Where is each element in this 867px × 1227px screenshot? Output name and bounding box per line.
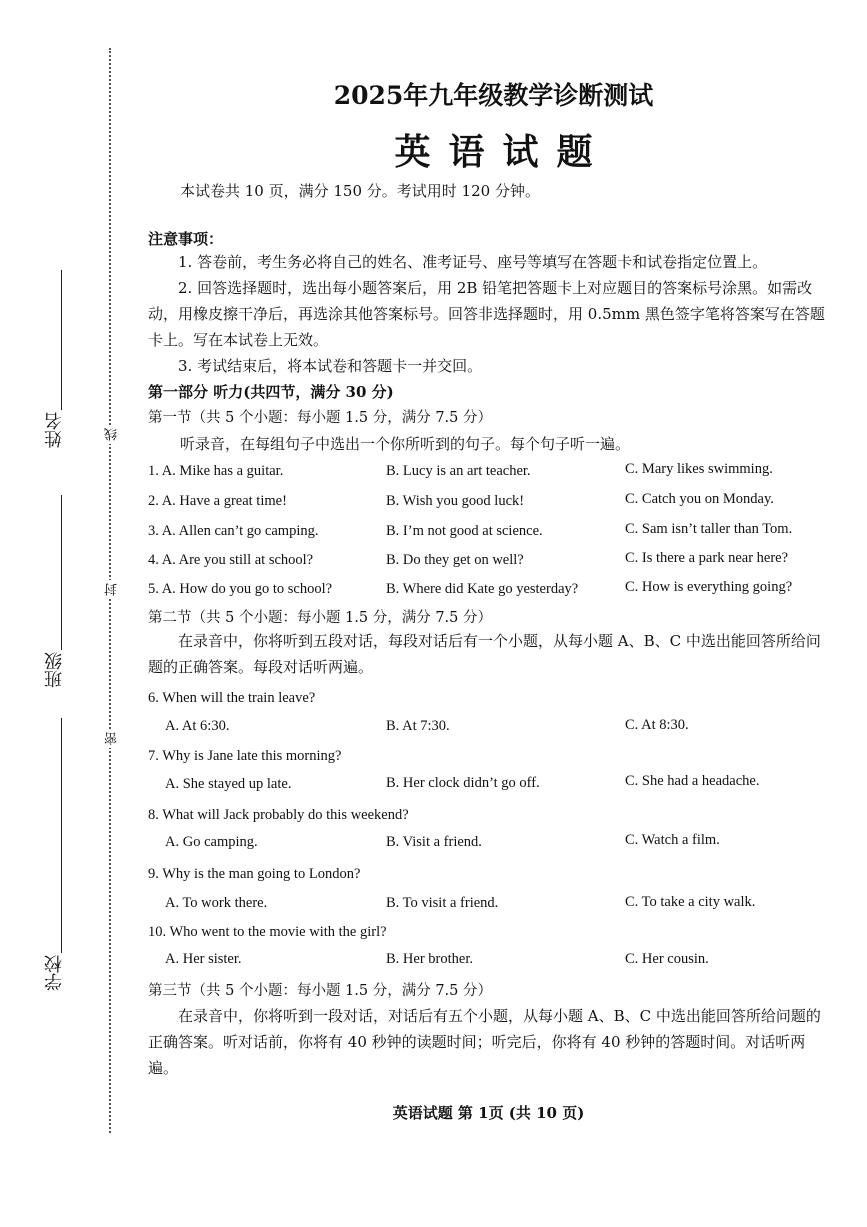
seal-char-feng: 封 (103, 580, 122, 599)
q7-stem: 7. Why is Jane late this morning? (148, 748, 342, 764)
q10-option-a: A. Her sister. (165, 951, 242, 967)
q3-option-a: 3. A. Allen can’t go camping. (148, 523, 319, 539)
section3-instruction: 在录音中，你将听到一段对话，对话后有五个小题，从每小题 A、B、C 中选出能回答所给问题的正确答案。听对话前，你将有 40 秒钟的读题时间；听完后，你将有 40 秒钟的答题时间。对话听两遍。 (148, 1007, 821, 1077)
q9-option-a: A. To work there. (165, 895, 268, 911)
q7-option-a: A. She stayed up late. (165, 776, 292, 792)
q3-option-c: C. Sam isn’t taller than Tom. (625, 521, 793, 537)
q5-option-b: B. Where did Kate go yesterday? (386, 581, 579, 597)
subject-title: 英语试题 (394, 131, 611, 173)
school-field[interactable] (61, 718, 62, 953)
seal-char-mi: 密 (103, 729, 122, 748)
section1-heading: 第一节（共 5 个小题：每小题 1.5 分，满分 7.5 分） (148, 410, 492, 426)
school-label: 学校 (44, 955, 65, 991)
notice-item-3: 3. 考试结束后，将本试卷和答题卡一并交回。 (178, 357, 483, 375)
q6-option-b: B. At 7:30. (386, 718, 450, 734)
q7-option-c: C. She had a headache. (625, 773, 760, 789)
q8-stem: 8. What will Jack probably do this weekend? (148, 807, 409, 823)
notice-heading: 注意事项： (148, 230, 224, 248)
q1-option-a: 1. A. Mike has a guitar. (148, 463, 284, 479)
q9-stem: 9. Why is the man going to London? (148, 866, 361, 882)
q7-option-b: B. Her clock didn’t go off. (386, 775, 540, 791)
name-field[interactable] (61, 270, 62, 410)
q8-option-b: B. Visit a friend. (386, 834, 482, 850)
q1-option-b: B. Lucy is an art teacher. (386, 463, 531, 479)
q6-stem: 6. When will the train leave? (148, 690, 316, 706)
section2-instruction: 在录音中，你将听到五段对话，每段对话后有一个小题，从每小题 A、B、C 中选出能回答所给问题的正确答案。每段对话听两遍。 (148, 632, 821, 676)
q2-option-a: 2. A. Have a great time! (148, 493, 287, 509)
q3-option-b: B. I’m not good at science. (386, 523, 543, 539)
section1-instruction: 听录音，在每组句子中选出一个你所听到的句子。每个句子听一遍。 (180, 435, 631, 453)
q9-option-b: B. To visit a friend. (386, 895, 499, 911)
q5-option-c: C. How is everything going? (625, 579, 793, 595)
notice-item-2: 2. 回答选择题时，选出每小题答案后，用 2B 铅笔把答题卡上对应题目的答案标号涂黑。如需改动，用橡皮擦干净后，再选涂其他答案标号。回答非选择题时，用 0.5mm 黑色签字笔将答案写在答题卡上。写在本试卷上无效。 (148, 279, 825, 349)
q2-option-c: C. Catch you on Monday. (625, 491, 774, 507)
q8-option-c: C. Watch a film. (625, 832, 720, 848)
q6-option-a: A. At 6:30. (165, 718, 230, 734)
q10-option-c: C. Her cousin. (625, 951, 709, 967)
q6-option-c: C. At 8:30. (625, 717, 689, 733)
class-field[interactable] (61, 495, 62, 650)
exam-info: 本试卷共 10 页，满分 150 分。考试用时 120 分钟。 (180, 182, 540, 200)
page-footer: 英语试题 第 1页 (共 10 页) (392, 1104, 585, 1122)
q5-option-a: 5. A. How do you go to school? (148, 581, 333, 597)
exam-title: 2025年九年级教学诊断测试 (333, 81, 654, 110)
section3-heading: 第三节（共 5 个小题：每小题 1.5 分，满分 7.5 分） (148, 983, 492, 999)
class-label: 班级 (44, 652, 65, 688)
q4-option-c: C. Is there a park near here? (625, 550, 789, 566)
name-label: 姓名 (44, 412, 65, 448)
q10-option-b: B. Her brother. (386, 951, 473, 967)
q8-option-a: A. Go camping. (165, 834, 258, 850)
seal-char-xian: 线 (103, 425, 122, 444)
q10-stem: 10. Who went to the movie with the girl? (148, 924, 387, 940)
q1-option-c: C. Mary likes swimming. (625, 461, 773, 477)
q4-option-b: B. Do they get on well? (386, 552, 524, 568)
binding-margin (0, 0, 130, 1227)
part1-heading: 第一部分 听力(共四节，满分 30 分) (148, 383, 394, 401)
section2-heading: 第二节（共 5 个小题：每小题 1.5 分，满分 7.5 分） (148, 610, 492, 626)
q9-option-c: C. To take a city walk. (625, 894, 756, 910)
notice-item-1: 1. 答卷前，考生务必将自己的姓名、准考证号、座号等填写在答题卡和试卷指定位置上。 (178, 253, 768, 271)
q2-option-b: B. Wish you good luck! (386, 493, 525, 509)
q4-option-a: 4. A. Are you still at school? (148, 552, 314, 568)
